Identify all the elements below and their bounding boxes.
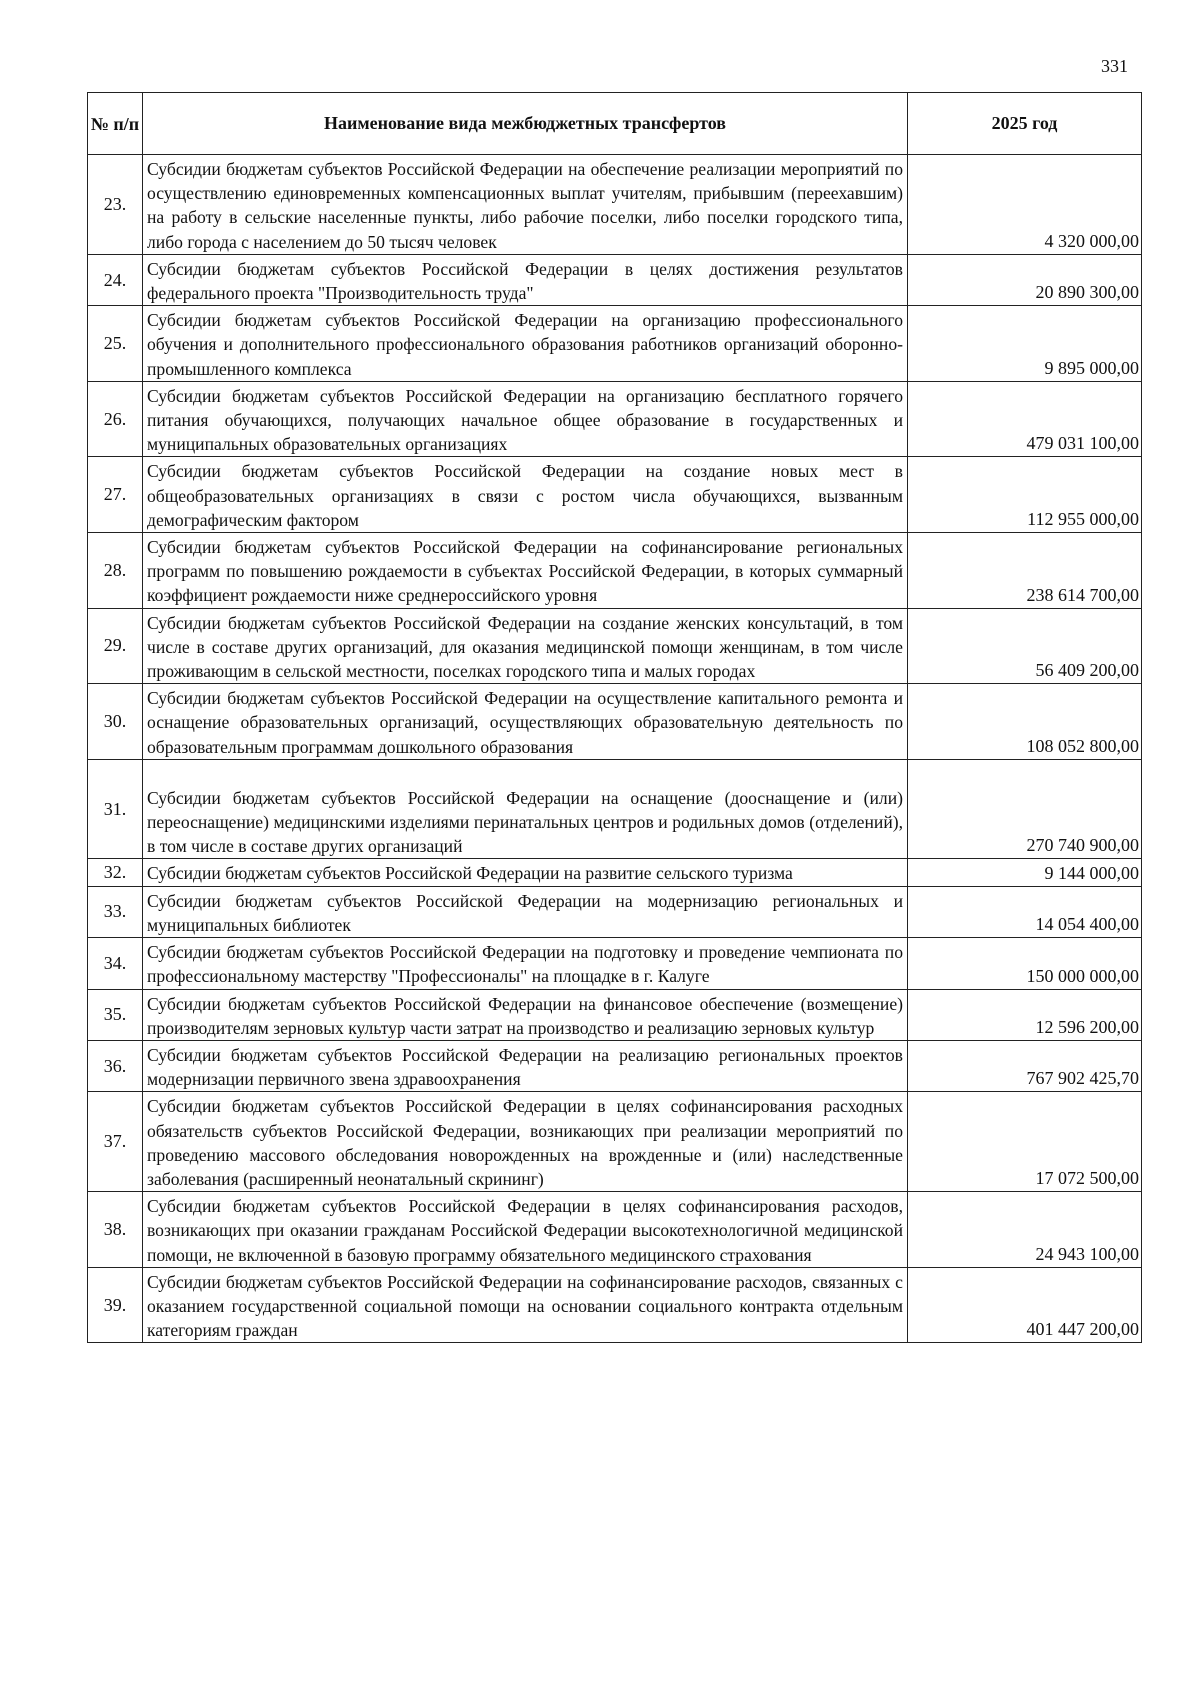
row-amount: 270 740 900,00 <box>908 759 1142 859</box>
row-name: Субсидии бюджетам субъектов Российской Федерации в целях софинансирования расходных обязательств субъектов Российской Федерации, возникающих при реализации мероприятий по проведению массового обследования новорожденных на врожденные и (или) наследственные заболевания (расширенный неонатальный скрининг) <box>143 1092 908 1192</box>
row-number: 39. <box>88 1267 143 1343</box>
header-year: 2025 год <box>908 93 1142 155</box>
row-number: 34. <box>88 938 143 989</box>
row-name: Субсидии бюджетам субъектов Российской Федерации на создание женских консультаций, в том числе в составе других организаций, для оказания медицинской помощи женщинам, в том числе проживающим в сельской местности, поселках городского типа и малых городах <box>143 608 908 684</box>
row-name: Субсидии бюджетам субъектов Российской Федерации на финансовое обеспечение (возмещение) производителям зерновых культур части затрат на производство и реализацию зерновых культур <box>143 989 908 1040</box>
row-number: 33. <box>88 886 143 937</box>
row-name: Субсидии бюджетам субъектов Российской Федерации на оснащение (дооснащение и (или) переоснащение) медицинскими изделиями перинатальных центров и родильных домов (отделений), в том числе в составе других организаций <box>143 759 908 859</box>
row-name: Субсидии бюджетам субъектов Российской Федерации на организацию бесплатного горячего питания обучающихся, получающих начальное общее образование в государственных и муниципальных образовательных организациях <box>143 381 908 457</box>
row-amount: 150 000 000,00 <box>908 938 1142 989</box>
table-row <box>88 989 1142 1040</box>
row-amount: 9 144 000,00 <box>908 859 1142 886</box>
row-number: 23. <box>88 155 143 255</box>
page-number: 331 <box>1101 56 1128 76</box>
transfers-table <box>87 92 1141 1343</box>
table-row <box>88 1192 1142 1268</box>
header-name: Наименование вида межбюджетных трансфертов <box>143 93 908 155</box>
row-name: Субсидии бюджетам субъектов Российской Федерации на реализацию региональных проектов модернизации первичного звена здравоохранения <box>143 1040 908 1091</box>
row-number: 25. <box>88 306 143 382</box>
row-number: 35. <box>88 989 143 1040</box>
row-number: 27. <box>88 457 143 533</box>
row-name: Субсидии бюджетам субъектов Российской Федерации на создание новых мест в общеобразовательных организациях в связи с ростом числа обучающихся, вызванным демографическим фактором <box>143 457 908 533</box>
row-name: Субсидии бюджетам субъектов Российской Федерации на софинансирование расходов, связанных с оказанием государственной социальной помощи на основании социального контракта отдельным категориям граждан <box>143 1267 908 1343</box>
row-number: 37. <box>88 1092 143 1192</box>
header-number: № п/п <box>88 93 143 155</box>
row-name: Субсидии бюджетам субъектов Российской Федерации на подготовку и проведение чемпионата по профессиональному мастерству "Профессионалы" на площадке в г. Калуге <box>143 938 908 989</box>
row-number: 30. <box>88 684 143 760</box>
row-number: 26. <box>88 381 143 457</box>
row-name: Субсидии бюджетам субъектов Российской Федерации на развитие сельского туризма <box>143 859 908 886</box>
row-amount: 9 895 000,00 <box>908 306 1142 382</box>
table-row <box>88 254 1142 305</box>
table-row <box>88 859 1142 886</box>
row-name: Субсидии бюджетам субъектов Российской Федерации на осуществление капитального ремонта и оснащение образовательных организаций, осуществляющих образовательную деятельность по образовательным программам дошкольного образования <box>143 684 908 760</box>
table-row <box>88 306 1142 382</box>
row-amount: 767 902 425,70 <box>908 1040 1142 1091</box>
table-row <box>88 886 1142 937</box>
row-name: Субсидии бюджетам субъектов Российской Федерации на организацию профессионального обучения и дополнительного профессионального образования работников организаций оборонно-промышленного комплекса <box>143 306 908 382</box>
row-name: Субсидии бюджетам субъектов Российской Федерации на софинансирование региональных программ по повышению рождаемости в субъектах Российской Федерации, в которых суммарный коэффициент рождаемости ниже среднероссийского уровня <box>143 533 908 609</box>
row-amount: 20 890 300,00 <box>908 254 1142 305</box>
table-row <box>88 684 1142 760</box>
row-amount: 24 943 100,00 <box>908 1192 1142 1268</box>
table-header-row <box>88 93 1142 155</box>
table-row <box>88 938 1142 989</box>
row-amount: 401 447 200,00 <box>908 1267 1142 1343</box>
table-row <box>88 1267 1142 1343</box>
row-number: 28. <box>88 533 143 609</box>
row-amount: 479 031 100,00 <box>908 381 1142 457</box>
table-row <box>88 381 1142 457</box>
table-row <box>88 1040 1142 1091</box>
row-number: 31. <box>88 759 143 859</box>
table-row <box>88 155 1142 255</box>
row-number: 29. <box>88 608 143 684</box>
row-amount: 112 955 000,00 <box>908 457 1142 533</box>
row-amount: 56 409 200,00 <box>908 608 1142 684</box>
row-name: Субсидии бюджетам субъектов Российской Федерации на обеспечение реализации мероприятий по осуществлению единовременных компенсационных выплат учителям, прибывшим (переехавшим) на работу в сельские населенные пункты, либо рабочие поселки, либо поселки городского типа, либо города с населением до 50 тысяч человек <box>143 155 908 255</box>
table-row <box>88 608 1142 684</box>
table-row <box>88 457 1142 533</box>
row-amount: 238 614 700,00 <box>908 533 1142 609</box>
row-amount: 108 052 800,00 <box>908 684 1142 760</box>
row-name: Субсидии бюджетам субъектов Российской Федерации в целях достижения результатов федерального проекта "Производительность труда" <box>143 254 908 305</box>
table-row <box>88 759 1142 859</box>
row-number: 38. <box>88 1192 143 1268</box>
table-row <box>88 533 1142 609</box>
row-amount: 4 320 000,00 <box>908 155 1142 255</box>
row-name: Субсидии бюджетам субъектов Российской Федерации на модернизацию региональных и муниципальных библиотек <box>143 886 908 937</box>
row-name: Субсидии бюджетам субъектов Российской Федерации в целях софинансирования расходов, возникающих при оказании гражданам Российской Федерации высокотехнологичной медицинской помощи, не включенной в базовую программу обязательного медицинского страхования <box>143 1192 908 1268</box>
row-amount: 12 596 200,00 <box>908 989 1142 1040</box>
table-row <box>88 1092 1142 1192</box>
row-number: 24. <box>88 254 143 305</box>
row-amount: 14 054 400,00 <box>908 886 1142 937</box>
row-number: 36. <box>88 1040 143 1091</box>
row-amount: 17 072 500,00 <box>908 1092 1142 1192</box>
row-number: 32. <box>88 859 143 886</box>
